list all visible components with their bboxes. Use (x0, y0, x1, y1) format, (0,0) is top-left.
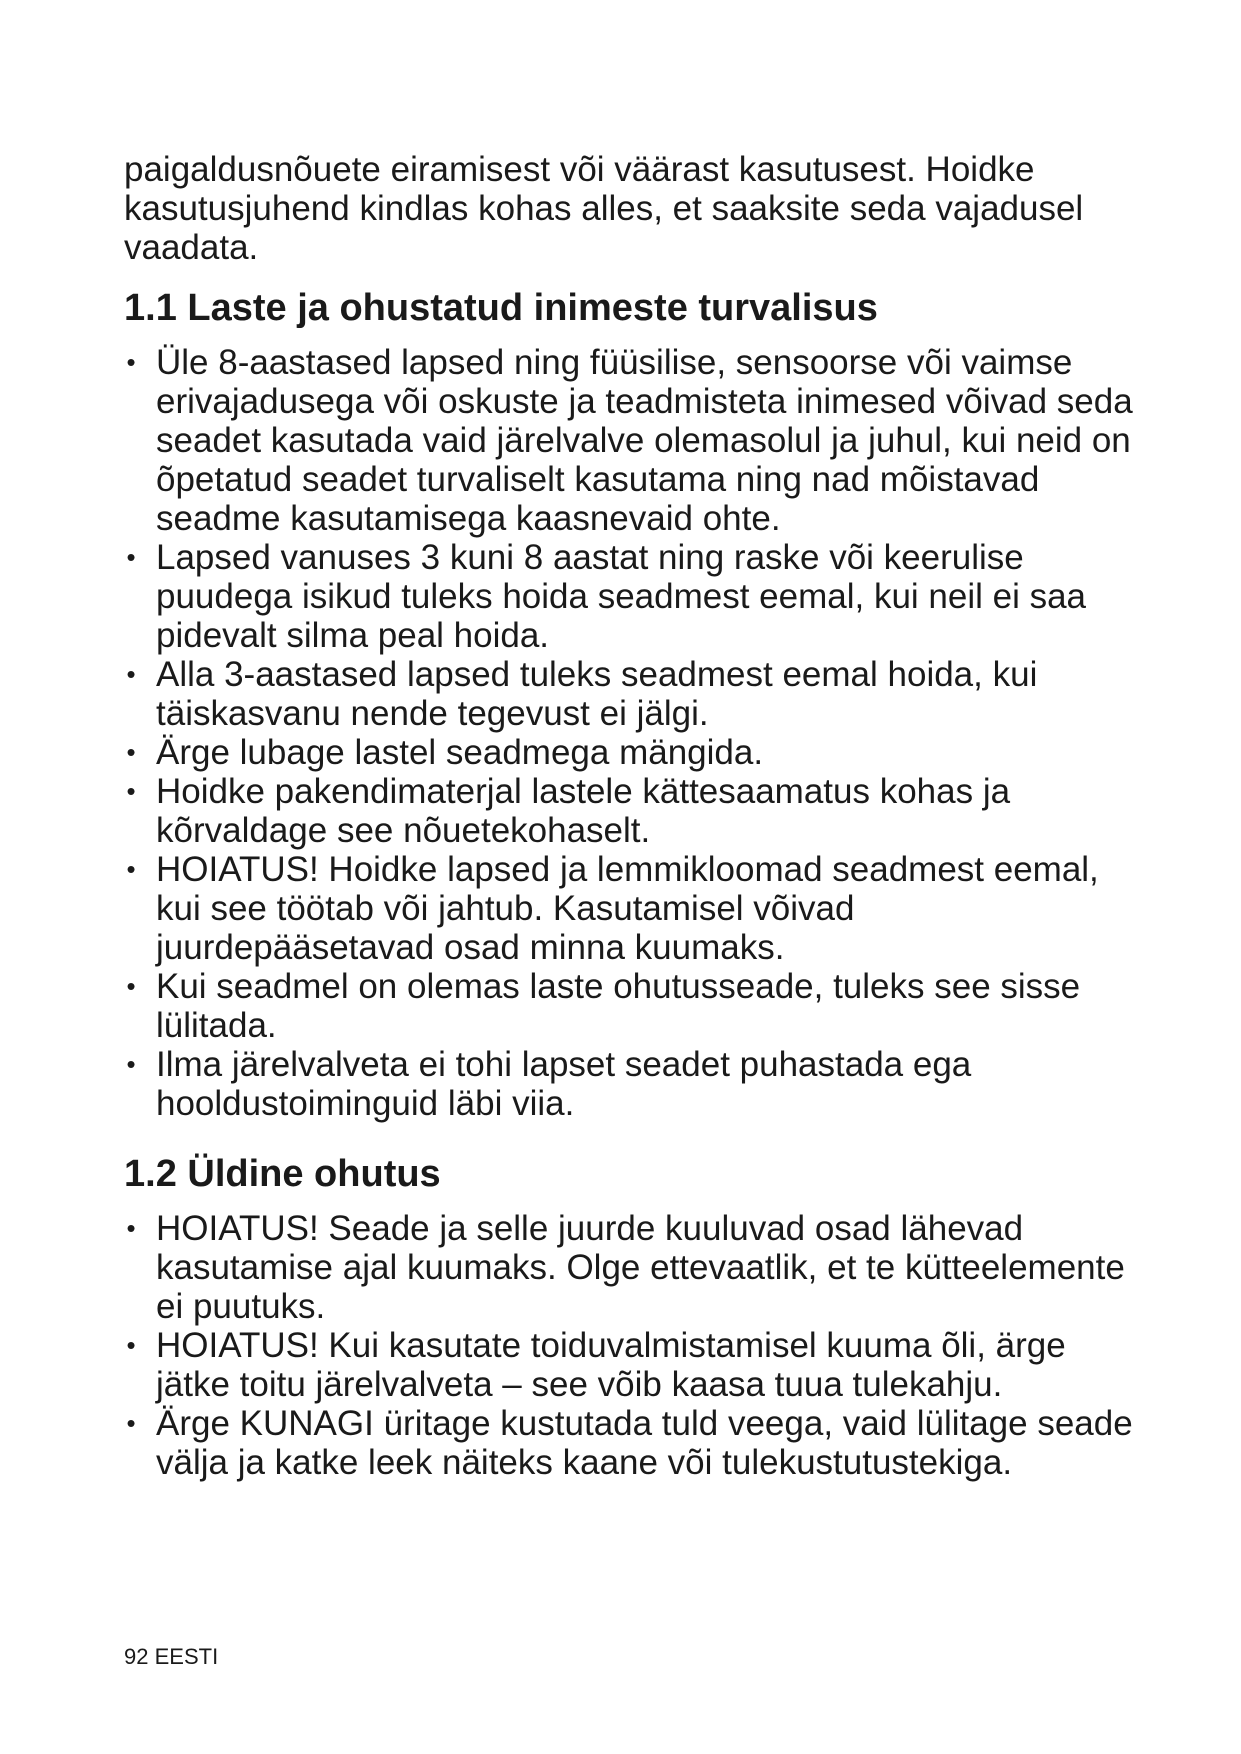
list-item: • HOIATUS! Kui kasutate toiduvalmistamisel kuuma õli, ärge jätke toitu järelvalveta – see võib kaasa tuua tulekahju. (124, 1326, 1134, 1404)
list-item: • HOIATUS! Seade ja selle juurde kuuluvad osad lähevad kasutamise ajal kuumaks. Olge ettevaatlik, et te kütteelemente ei puutuks. (124, 1209, 1134, 1326)
section-2-list (124, 1209, 1134, 1482)
list-item: • Ärge KUNAGI üritage kustutada tuld veega, vaid lülitage seade välja ja katke leek näiteks kaane või tulekustutustekiga. (124, 1404, 1134, 1482)
list-item: • Üle 8-aastased lapsed ning füüsilise, sensoorse või vaimse erivajadusega või oskuste ja teadmisteta inimesed võivad seda seadet kasutada vaid järelvalve olemasolul ja juhul, kui neid on õpetatud seadet turvaliselt kasutama ning nad mõistavad seadme kasutamisega kaasnevaid ohte. (124, 343, 1134, 538)
list-item: • Alla 3-aastased lapsed tuleks seadmest eemal hoida, kui täiskasvanu nende tegevust ei jälgi. (124, 655, 1134, 733)
section-1-title: 1.1 Laste ja ohustatud inimeste turvalisus (124, 287, 878, 329)
bullet-icon: • (126, 659, 136, 689)
page-content (124, 150, 1134, 1482)
section-2-title: 1.2 Üldine ohutus (124, 1153, 441, 1195)
bullet-icon: • (126, 1408, 136, 1438)
bullet-icon: • (126, 347, 136, 377)
language-label: EESTI (154, 1644, 219, 1669)
list-item: • Kui seadmel on olemas laste ohutusseade, tuleks see sisse lülitada. (124, 967, 1134, 1045)
bullet-icon: • (126, 1213, 136, 1243)
list-item: • Ilma järelvalveta ei tohi lapset seadet puhastada ega hooldustoiminguid läbi viia. (124, 1045, 1134, 1123)
bullet-icon: • (126, 854, 136, 884)
bullet-icon: • (126, 542, 136, 572)
bullet-icon: • (126, 1330, 136, 1360)
section-1-list (124, 343, 1134, 1123)
list-item: • Lapsed vanuses 3 kuni 8 aastat ning raske või keerulise puudega isikud tuleks hoida seadmest eemal, kui neil ei saa pidevalt silma peal hoida. (124, 538, 1134, 655)
list-item: • Ärge lubage lastel seadmega mängida. (124, 733, 1134, 772)
page-number: 92 (124, 1644, 149, 1669)
bullet-icon: • (126, 737, 136, 767)
list-item: • Hoidke pakendimaterjal lastele kättesaamatus kohas ja kõrvaldage see nõuetekohaselt. (124, 772, 1134, 850)
bullet-icon: • (126, 971, 136, 1001)
intro-paragraph: paigaldusnõuete eiramisest või väärast kasutusest. Hoidke kasutusjuhend kindlas kohas alles, et saaksite seda vajadusel vaadata. (124, 150, 1084, 267)
page-footer (124, 1644, 218, 1670)
bullet-icon: • (126, 776, 136, 806)
bullet-icon: • (126, 1049, 136, 1079)
list-item: • HOIATUS! Hoidke lapsed ja lemmikloomad seadmest eemal, kui see töötab või jahtub. Kasutamisel võivad juurdepääsetavad osad minna kuumaks. (124, 850, 1134, 967)
